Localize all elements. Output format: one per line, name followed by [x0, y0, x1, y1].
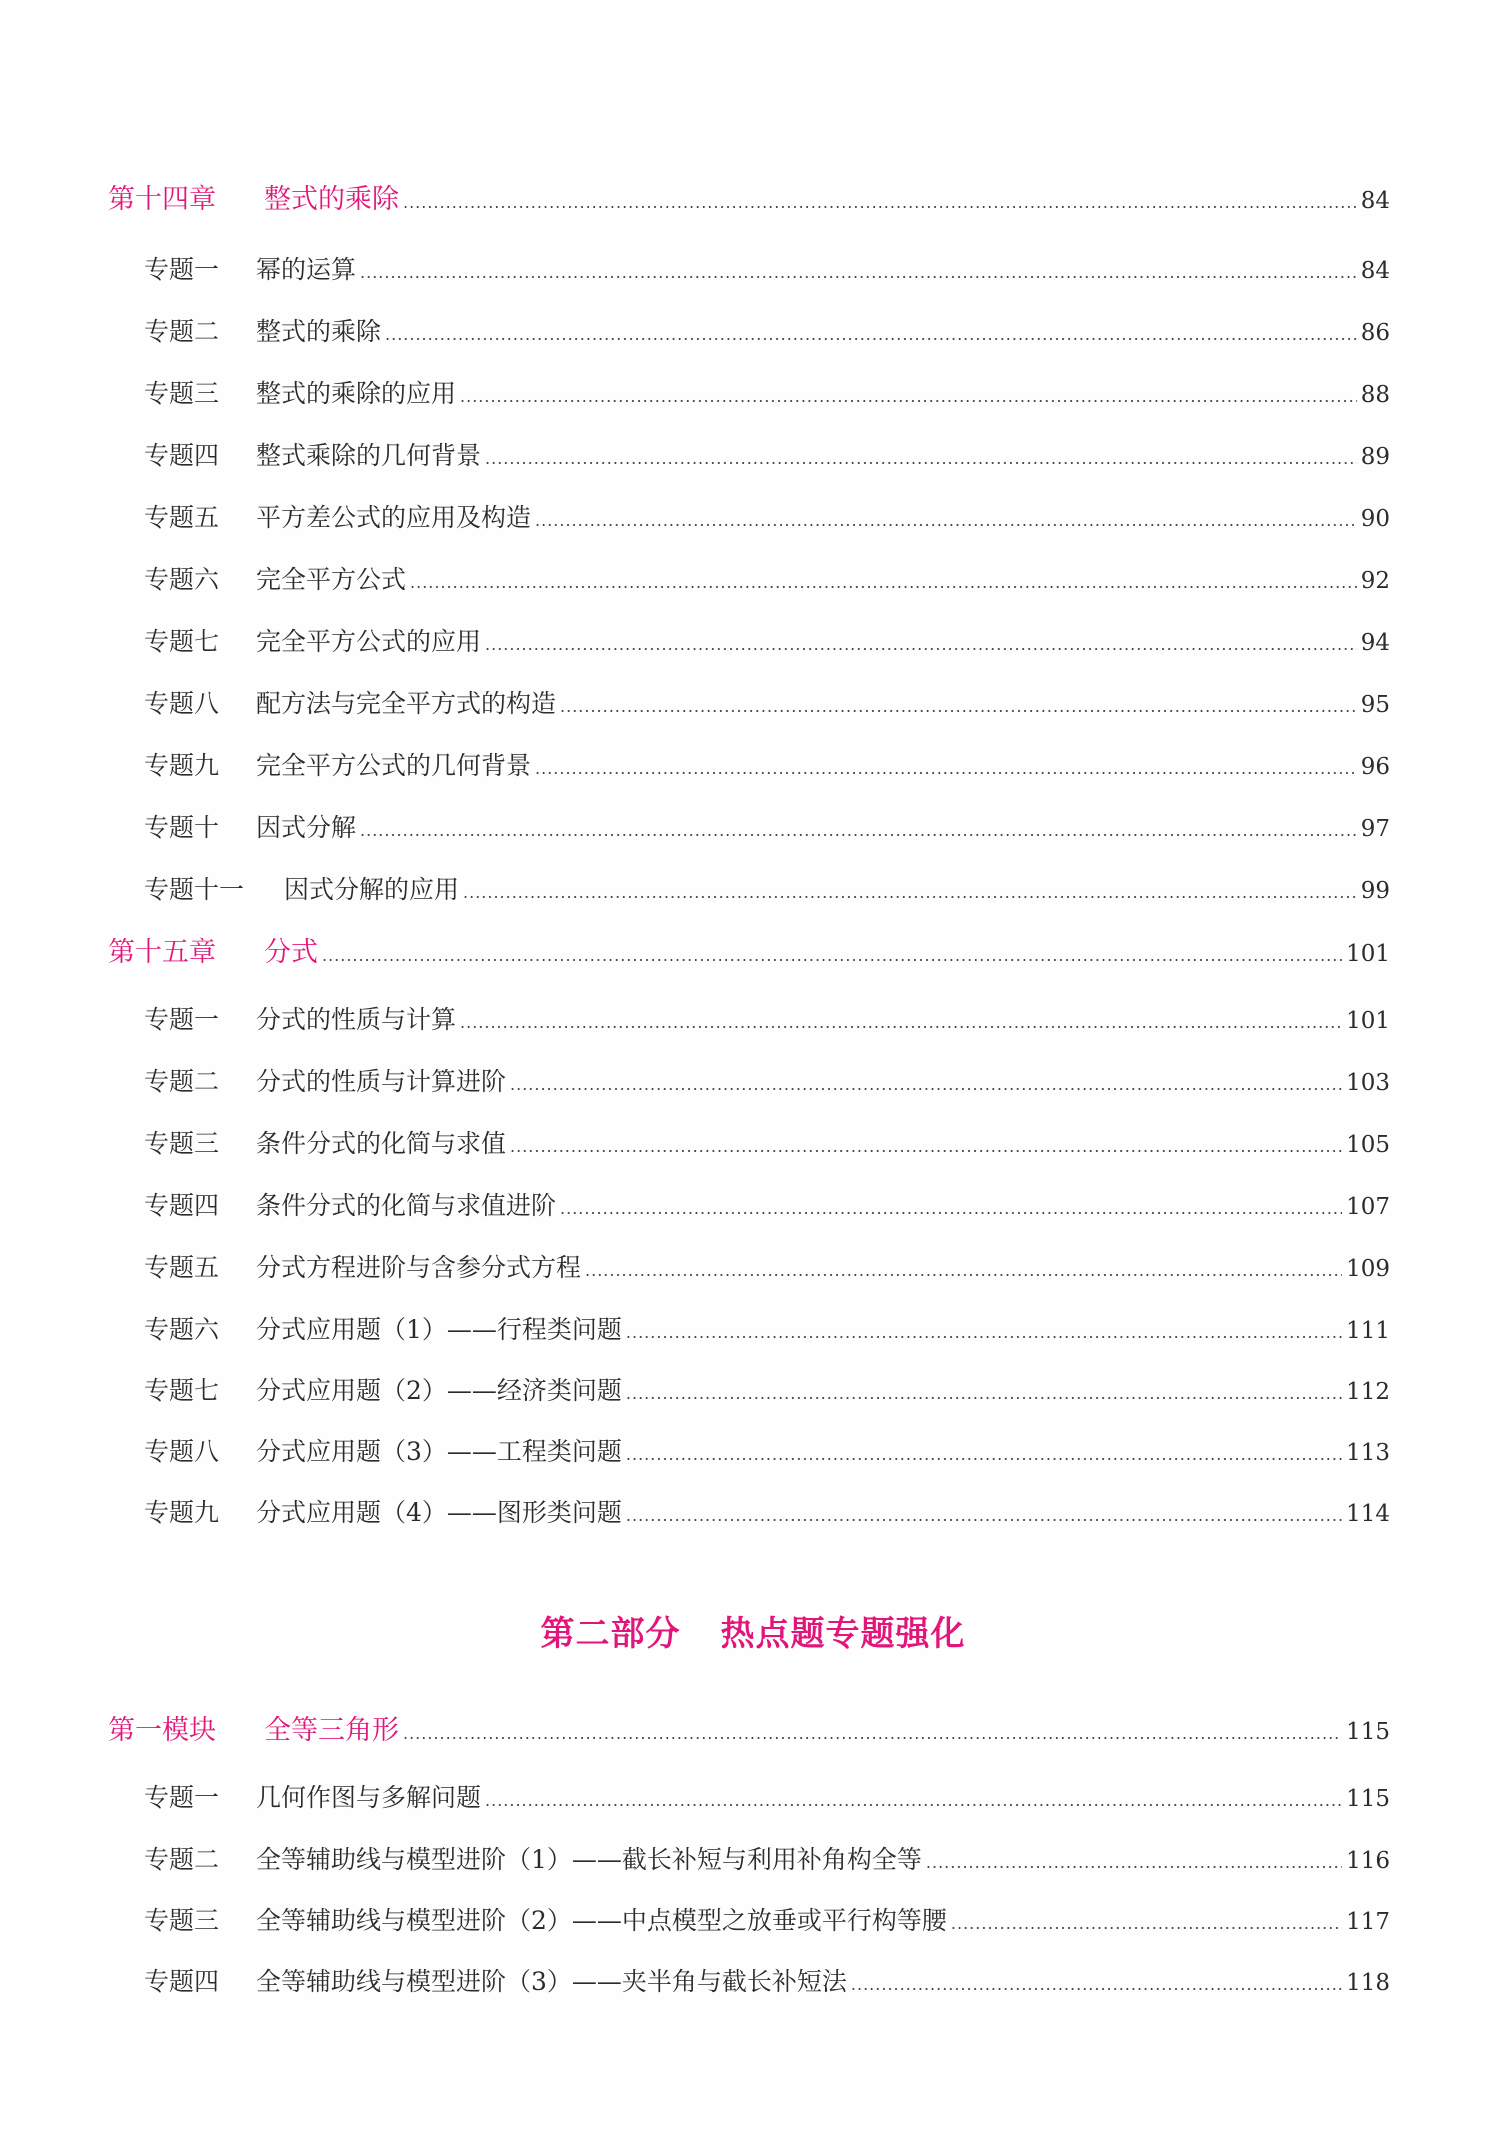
- page-number: 105: [1346, 1132, 1390, 1158]
- dot-leader: [403, 184, 1357, 215]
- topic-title: 条件分式的化简与求值进阶: [256, 1191, 557, 1220]
- topic-title: 分式应用题（3）——工程类问题: [256, 1437, 622, 1466]
- module-title: 全等三角形: [264, 1715, 399, 1746]
- topic-title: 幂的运算: [256, 255, 357, 284]
- topic-title: 整式的乘除: [256, 317, 382, 346]
- page-number: 101: [1346, 1008, 1390, 1034]
- page-number: 113: [1346, 1440, 1390, 1466]
- dot-leader: [322, 937, 1342, 968]
- dot-leader: [535, 751, 1357, 780]
- page-number: 117: [1346, 1909, 1390, 1935]
- topic-title: 分式应用题（4）——图形类问题: [256, 1498, 622, 1527]
- topic-title: 分式方程进阶与含参分式方程: [256, 1253, 582, 1282]
- dot-leader: [926, 1845, 1342, 1874]
- topic-title: 分式应用题（2）——经济类问题: [256, 1376, 622, 1405]
- page-number: 88: [1360, 382, 1390, 408]
- dot-leader: [626, 1376, 1342, 1405]
- toc-entry[interactable]: [144, 746, 1390, 782]
- part-label: 第二部分: [540, 1614, 681, 1654]
- page-number: 95: [1360, 692, 1390, 718]
- page-number: 115: [1346, 1786, 1390, 1812]
- page-number: 90: [1360, 506, 1390, 532]
- dot-leader: [485, 1783, 1342, 1812]
- toc-entry[interactable]: [144, 1901, 1390, 1937]
- toc-entry[interactable]: [144, 374, 1390, 410]
- topic-title: 分式的性质与计算进阶: [256, 1067, 507, 1096]
- topic-title: 全等辅助线与模型进阶（2）——中点模型之放垂或平行构等腰: [256, 1906, 947, 1935]
- topic-label: 专题五: [144, 503, 220, 532]
- chapter-label: 第十四章: [108, 184, 216, 215]
- toc-entry[interactable]: [144, 1432, 1390, 1468]
- page-number: 116: [1346, 1848, 1390, 1874]
- topic-label: 专题七: [144, 1376, 220, 1405]
- dot-leader: [360, 255, 1357, 284]
- dot-leader: [951, 1906, 1342, 1935]
- topic-label: 专题四: [144, 441, 220, 470]
- toc-entry[interactable]: [144, 1248, 1390, 1284]
- topic-title: 几何作图与多解问题: [256, 1783, 482, 1812]
- page-number: 107: [1346, 1194, 1390, 1220]
- topic-title: 因式分解的应用: [284, 875, 460, 904]
- toc-entry[interactable]: [144, 1062, 1390, 1098]
- topic-title: 配方法与完全平方式的构造: [256, 689, 557, 718]
- dot-leader: [385, 317, 1357, 346]
- chapter-heading[interactable]: [108, 930, 1390, 969]
- dot-leader: [360, 813, 1357, 842]
- page-number: 115: [1346, 1719, 1390, 1745]
- chapter-heading[interactable]: [108, 177, 1390, 216]
- toc-entry[interactable]: [144, 1186, 1390, 1222]
- page-number: 103: [1346, 1070, 1390, 1096]
- dot-leader: [485, 441, 1357, 470]
- toc-entry[interactable]: [144, 808, 1390, 844]
- topic-title: 完全平方公式: [256, 565, 407, 594]
- toc-entry[interactable]: [144, 1962, 1390, 1998]
- topic-label: 专题一: [144, 1005, 220, 1034]
- dot-leader: [510, 1129, 1342, 1158]
- topic-label: 专题三: [144, 1906, 220, 1935]
- page-number: 84: [1360, 188, 1390, 214]
- toc-entry[interactable]: [144, 1371, 1390, 1407]
- topic-title: 分式的性质与计算: [256, 1005, 457, 1034]
- toc-entry[interactable]: [144, 498, 1390, 534]
- part-title: 热点题专题强化: [720, 1614, 966, 1654]
- toc-entry[interactable]: [144, 684, 1390, 720]
- topic-label: 专题十: [144, 813, 220, 842]
- topic-title: 完全平方公式的应用: [256, 627, 482, 656]
- page-number: 111: [1346, 1318, 1390, 1344]
- topic-title: 分式应用题（1）——行程类问题: [256, 1315, 622, 1344]
- page-number: 86: [1360, 320, 1390, 346]
- toc-entry[interactable]: [144, 1778, 1390, 1814]
- dot-leader: [410, 565, 1357, 594]
- page-number: 89: [1360, 444, 1390, 470]
- page-number: 114: [1346, 1501, 1390, 1527]
- page-number: 84: [1360, 258, 1390, 284]
- toc-entry[interactable]: [144, 1000, 1390, 1036]
- toc-entry[interactable]: [144, 1310, 1390, 1346]
- toc-entry[interactable]: [144, 560, 1390, 596]
- topic-label: 专题九: [144, 751, 220, 780]
- module-label: 第一模块: [108, 1715, 216, 1746]
- topic-label: 专题四: [144, 1967, 220, 1996]
- topic-label: 专题七: [144, 627, 220, 656]
- dot-leader: [535, 503, 1357, 532]
- dot-leader: [560, 689, 1357, 718]
- dot-leader: [626, 1498, 1342, 1527]
- dot-leader: [585, 1253, 1342, 1282]
- page-number: 109: [1346, 1256, 1390, 1282]
- topic-label: 专题二: [144, 317, 220, 346]
- topic-label: 专题八: [144, 689, 220, 718]
- topic-title: 整式乘除的几何背景: [256, 441, 482, 470]
- page-number: 99: [1360, 878, 1390, 904]
- topic-title: 平方差公式的应用及构造: [256, 503, 532, 532]
- dot-leader: [510, 1067, 1342, 1096]
- topic-label: 专题六: [144, 1315, 220, 1344]
- page-number: 97: [1360, 816, 1390, 842]
- toc-entry[interactable]: [144, 1840, 1390, 1876]
- toc-entry[interactable]: [144, 622, 1390, 658]
- topic-title: 整式的乘除的应用: [256, 379, 457, 408]
- topic-label: 专题五: [144, 1253, 220, 1282]
- toc-entry[interactable]: [144, 870, 1390, 906]
- toc-entry[interactable]: [144, 312, 1390, 348]
- page-number: 94: [1360, 630, 1390, 656]
- topic-title: 完全平方公式的几何背景: [256, 751, 532, 780]
- dot-leader: [851, 1967, 1342, 1996]
- toc-entry[interactable]: [144, 1124, 1390, 1160]
- toc-entry[interactable]: [144, 250, 1390, 286]
- chapter-label: 第十五章: [108, 937, 216, 968]
- page-number: 112: [1346, 1379, 1390, 1405]
- topic-label: 专题八: [144, 1437, 220, 1466]
- topic-label: 专题四: [144, 1191, 220, 1220]
- dot-leader: [485, 627, 1357, 656]
- topic-label: 专题九: [144, 1498, 220, 1527]
- dot-leader: [403, 1715, 1342, 1746]
- chapter-title: 整式的乘除: [264, 184, 399, 215]
- dot-leader: [626, 1315, 1342, 1344]
- topic-label: 专题一: [144, 255, 220, 284]
- page-number: 92: [1360, 568, 1390, 594]
- dot-leader: [560, 1191, 1342, 1220]
- page-number: 96: [1360, 754, 1390, 780]
- topic-label: 专题十一: [144, 875, 245, 904]
- topic-label: 专题三: [144, 379, 220, 408]
- dot-leader: [626, 1437, 1342, 1466]
- toc-entry[interactable]: [144, 436, 1390, 472]
- topic-label: 专题二: [144, 1845, 220, 1874]
- page-number: 118: [1346, 1970, 1390, 1996]
- topic-label: 专题二: [144, 1067, 220, 1096]
- dot-leader: [460, 379, 1357, 408]
- topic-title: 全等辅助线与模型进阶（3）——夹半角与截长补短法: [256, 1967, 847, 1996]
- part-heading: [0, 1606, 1506, 1655]
- topic-label: 专题六: [144, 565, 220, 594]
- topic-label: 专题一: [144, 1783, 220, 1812]
- toc-entry[interactable]: [144, 1493, 1390, 1529]
- module-heading[interactable]: [108, 1708, 1390, 1747]
- topic-label: 专题三: [144, 1129, 220, 1158]
- topic-title: 全等辅助线与模型进阶（1）——截长补短与利用补角构全等: [256, 1845, 922, 1874]
- topic-title: 因式分解: [256, 813, 357, 842]
- topic-title: 条件分式的化简与求值: [256, 1129, 507, 1158]
- chapter-title: 分式: [264, 937, 318, 968]
- dot-leader: [463, 875, 1357, 904]
- page-number: 101: [1346, 941, 1390, 967]
- dot-leader: [460, 1005, 1342, 1034]
